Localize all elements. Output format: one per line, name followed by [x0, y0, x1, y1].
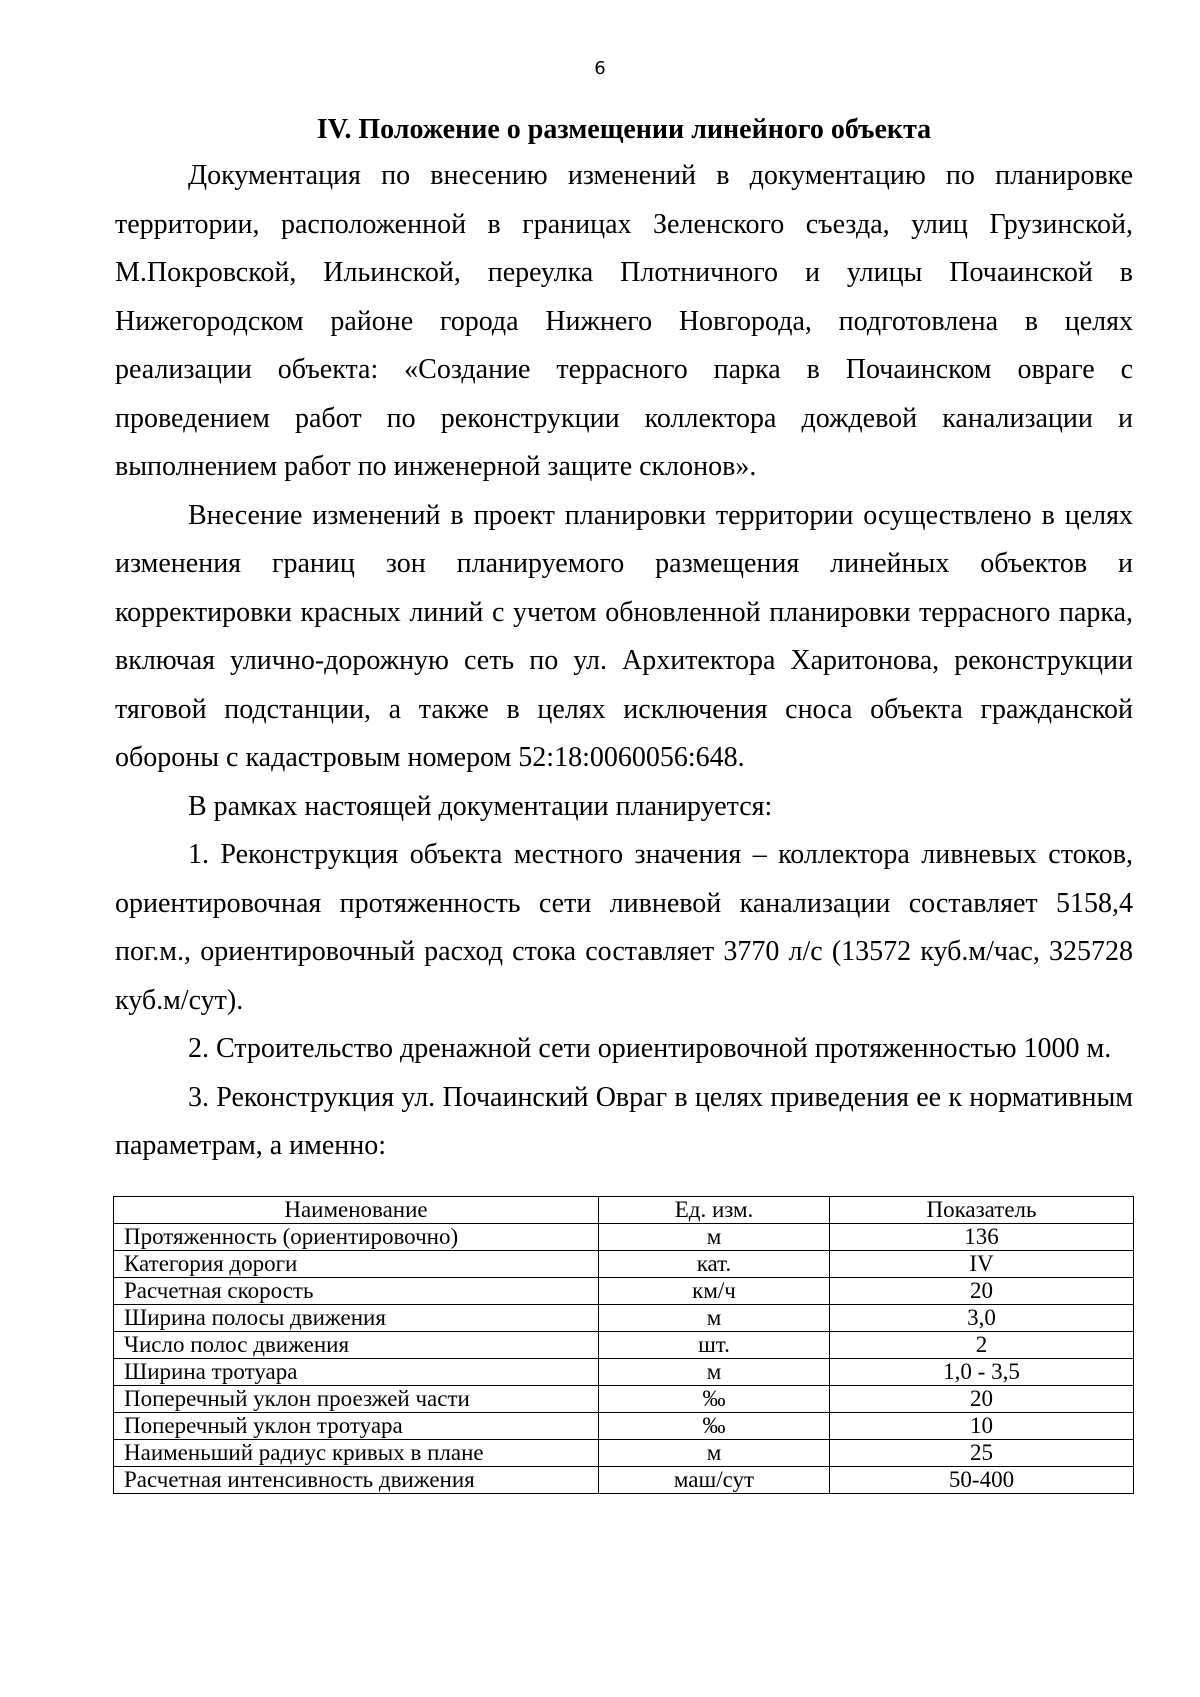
column-header-value: Показатель: [830, 1197, 1134, 1224]
table-row: [114, 1251, 1134, 1278]
paragraph-item-1-collector: 1. Реконструкция объекта местного значения – коллектора ливневых стоков, ориентировочная протяженность сети ливневой канализации составляет 5158,4 пог.м., ориентировочный расход стока составляет 3770 л/с (13572 куб.м/час, 325728 куб.м/сут).: [115, 839, 1133, 1016]
cell-unit: м: [599, 1440, 830, 1467]
cell-name: Расчетная скорость: [114, 1278, 599, 1305]
table-row: [114, 1440, 1134, 1467]
cell-name: Протяженность (ориентировочно): [114, 1224, 599, 1251]
table-header-row: [114, 1197, 1134, 1224]
cell-value: 1,0 - 3,5: [830, 1359, 1134, 1386]
cell-name: Категория дороги: [114, 1251, 599, 1278]
cell-unit: маш/сут: [599, 1467, 830, 1494]
cell-value: 3,0: [830, 1305, 1134, 1332]
cell-value: 50-400: [830, 1467, 1134, 1494]
cell-name: Расчетная интенсивность движения: [114, 1467, 599, 1494]
road-parameters-table: [113, 1196, 1134, 1494]
cell-value: 25: [830, 1440, 1134, 1467]
cell-unit: км/ч: [599, 1278, 830, 1305]
cell-unit: м: [599, 1359, 830, 1386]
cell-unit: м: [599, 1305, 830, 1332]
cell-name: Наименьший радиус кривых в плане: [114, 1440, 599, 1467]
paragraph-planned-intro: В рамках настоящей документации планируется:: [188, 790, 773, 822]
cell-name: Число полос движения: [114, 1332, 599, 1359]
table-row: [114, 1467, 1134, 1494]
paragraph-item-3-street: 3. Реконструкция ул. Почаинский Овраг в целях приведения ее к нормативным параметрам, а именно:: [115, 1081, 1133, 1161]
section-heading: IV. Положение о размещении линейного объекта: [316, 114, 932, 145]
table-row: [114, 1332, 1134, 1359]
cell-value: 10: [830, 1413, 1134, 1440]
cell-name: Ширина тротуара: [114, 1359, 599, 1386]
cell-unit: шт.: [599, 1332, 830, 1359]
cell-value: 2: [830, 1332, 1134, 1359]
table-row: [114, 1224, 1134, 1251]
cell-value: 136: [830, 1224, 1134, 1251]
table-row: [114, 1413, 1134, 1440]
paragraph-changes-purpose: Внесение изменений в проект планировки территории осуществлено в целях изменения границ зон планируемого размещения линейных объектов и корректировки красных линий с учетом обновленной планировки террасного парка, включая улично-дорожную сеть по ул. Архитектора Харитонова, реконструкции тяговой подстанции, а также в целях исключения сноса объекта гражданской обороны с кадастровым номером 52:18:0060056:648.: [115, 499, 1133, 773]
cell-unit: кат.: [599, 1251, 830, 1278]
cell-value: IV: [830, 1251, 1134, 1278]
paragraph-item-2-drainage: 2. Строительство дренажной сети ориентировочной протяженностью 1000 м.: [188, 1033, 1112, 1064]
document-body: [115, 152, 1133, 1171]
cell-value: 20: [830, 1278, 1134, 1305]
cell-value: 20: [830, 1386, 1134, 1413]
column-header-unit: Ед. изм.: [599, 1197, 830, 1224]
cell-unit: ‰: [599, 1386, 830, 1413]
cell-name: Поперечный уклон проезжей части: [114, 1386, 599, 1413]
cell-name: Ширина полосы движения: [114, 1305, 599, 1332]
table-row: [114, 1305, 1134, 1332]
paragraph-documentation-intro: Документация по внесению изменений в документацию по планировке территории, расположенной в границах Зеленского съезда, улиц Грузинской, М.Покровской, Ильинской, переулка Плотничного и улицы Почаинской в Нижегородском районе города Нижнего Новгорода, подготовлена в целях реализации объекта: «Создание террасного парка в Почаинском овраге с проведением работ по реконструкции коллектора дождевой канализации и выполнением работ по инженерной защите склонов».: [115, 160, 1133, 482]
table-row: [114, 1278, 1134, 1305]
page-number: 6: [594, 58, 606, 79]
cell-unit: м: [599, 1224, 830, 1251]
table-row: [114, 1386, 1134, 1413]
cell-name: Поперечный уклон тротуара: [114, 1413, 599, 1440]
cell-unit: ‰: [599, 1413, 830, 1440]
column-header-name: Наименование: [114, 1197, 599, 1224]
table-row: [114, 1359, 1134, 1386]
